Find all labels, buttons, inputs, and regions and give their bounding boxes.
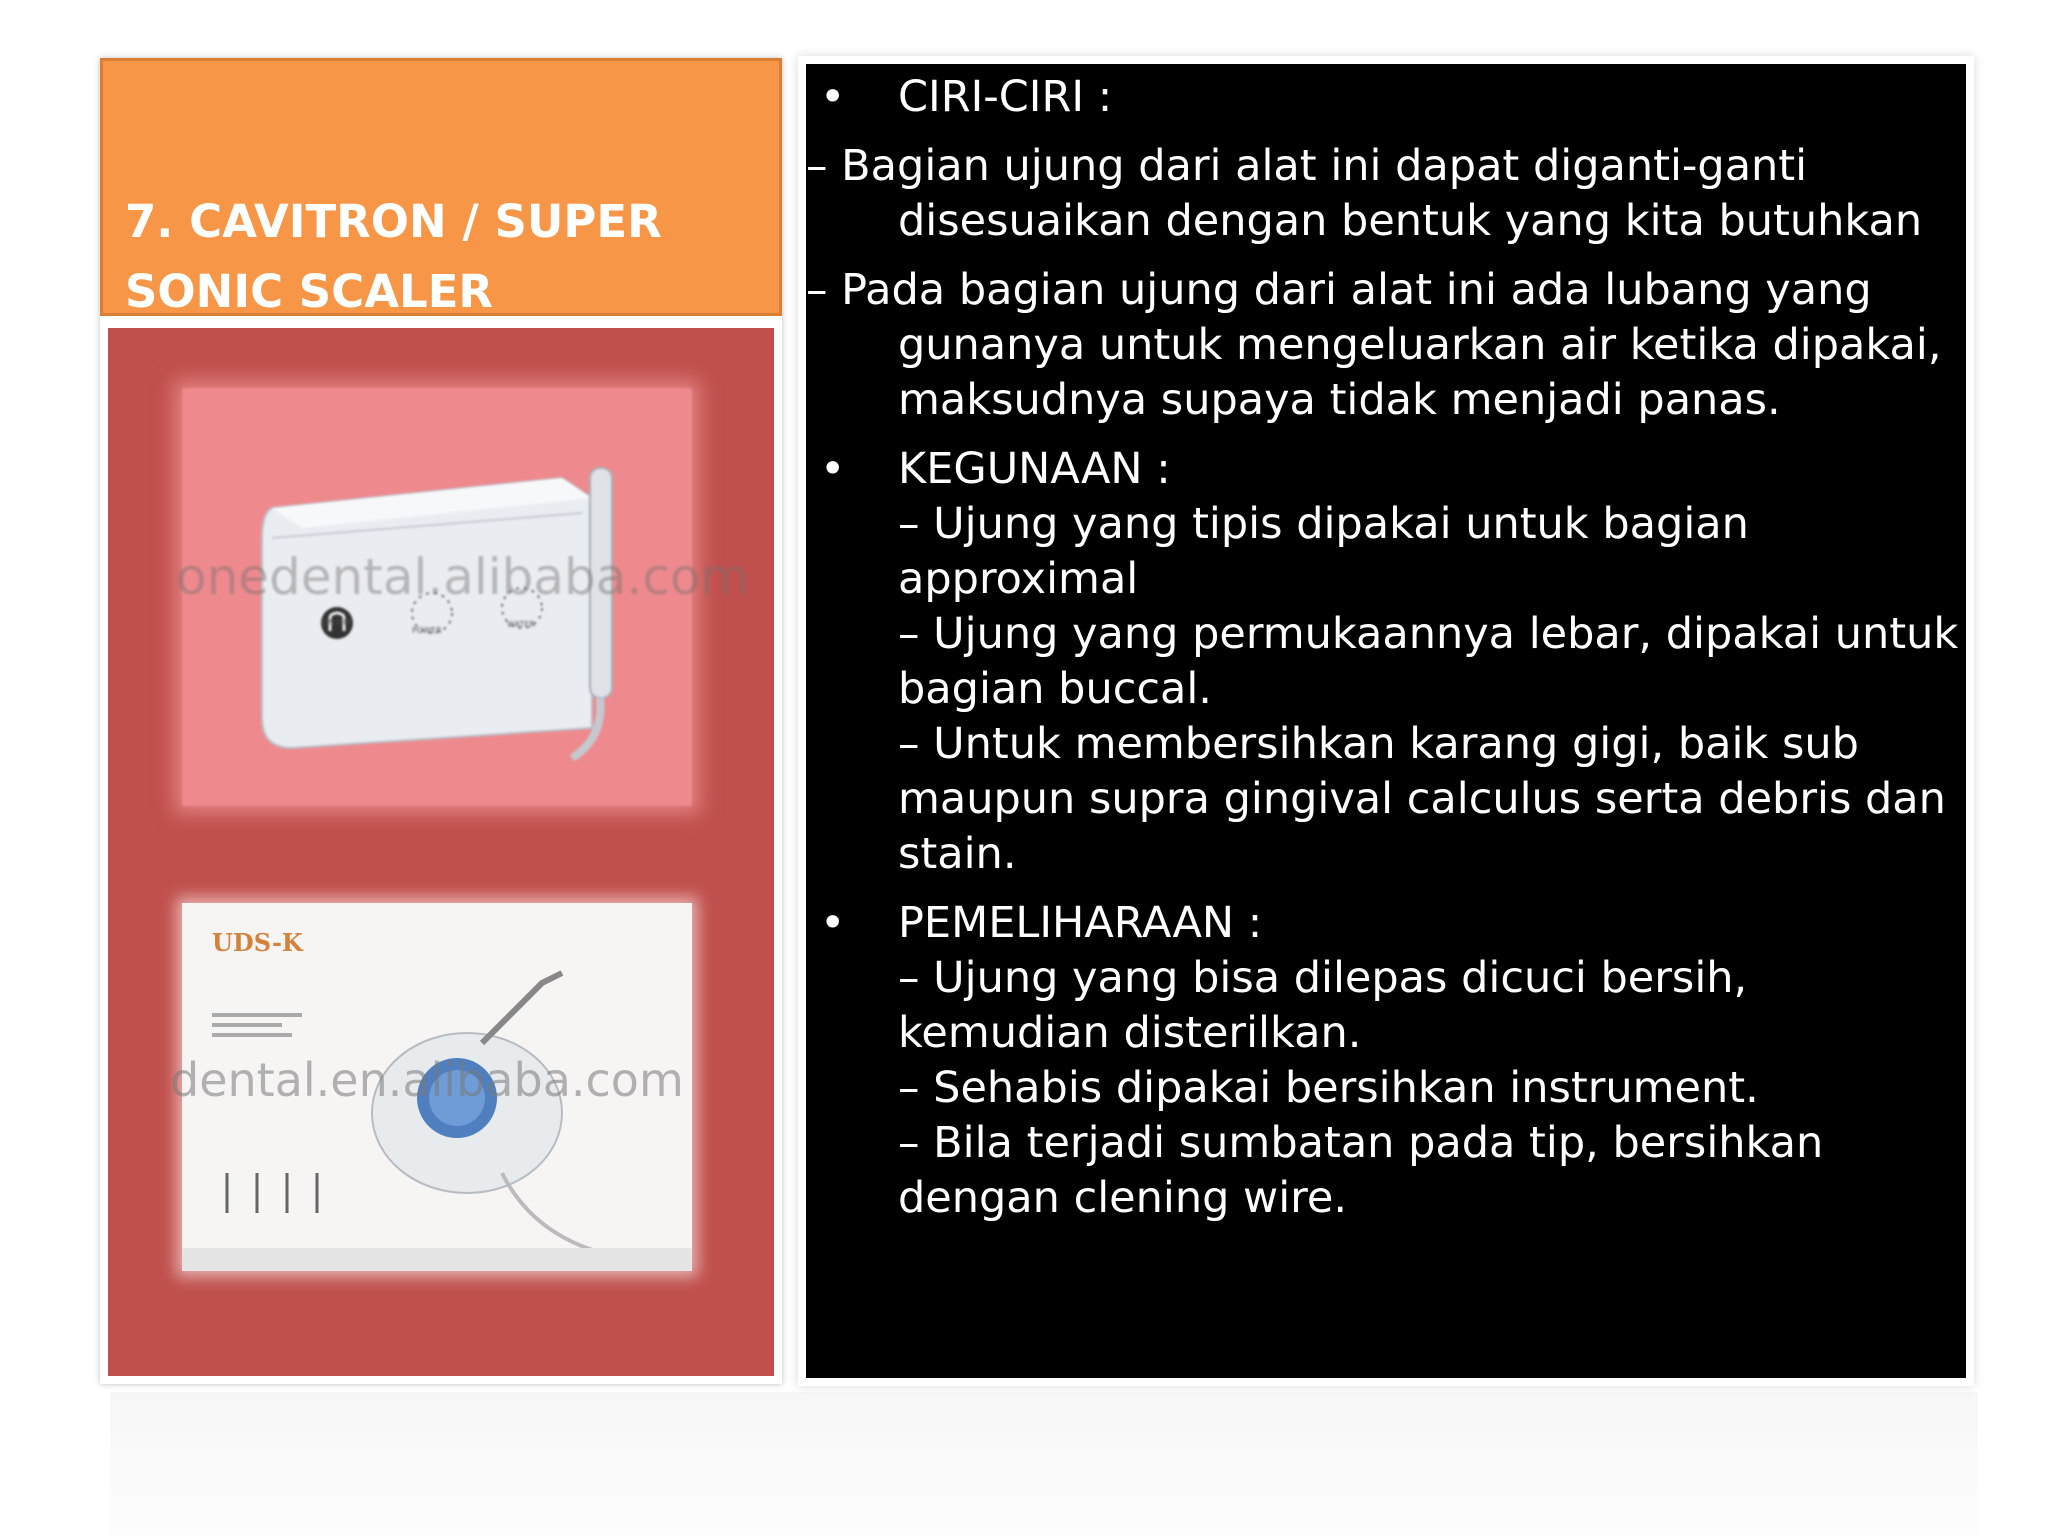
- section-kegunaan: [806, 442, 1966, 882]
- left-panel: [100, 58, 782, 1384]
- photo-area: [108, 328, 774, 1376]
- list-item: – Sehabis dipakai bersihkan instrument.: [898, 1063, 1759, 1113]
- watermark-1: onedental.alibaba.com: [176, 548, 750, 606]
- section-pemeliharaan: [806, 896, 1966, 1226]
- section-ciri: [806, 70, 1966, 125]
- title-box: [100, 58, 782, 316]
- list-item: – Pada bagian ujung dari alat ini ada lubang yang gunanya untuk mengeluarkan air ketika dipakai, maksudnya supaya tidak menjadi panas.: [806, 265, 1942, 425]
- text-content: [806, 70, 1966, 1240]
- slide-title: [125, 187, 765, 327]
- bullet-point: •: [820, 898, 846, 948]
- list-item: – Ujung yang bisa dilepas dicuci bersih, kemudian disterilkan.: [898, 953, 1748, 1058]
- scaler-photo-1: [176, 388, 750, 806]
- list-item: – Bagian ujung dari alat ini dapat diganti-ganti disesuaikan dengan bentuk yang kita butuhkan: [806, 141, 1923, 246]
- list-item: – Ujung yang tipis dipakai untuk bagian approximal: [898, 499, 1749, 604]
- heading-ciri: CIRI-CIRI :: [898, 72, 1113, 122]
- bullet-point: •: [820, 72, 846, 122]
- label-water: WATER: [507, 620, 535, 629]
- list-item: – Untuk membersihkan karang gigi, baik sub maupun supra gingival calculus serta debris dan stain.: [898, 719, 1946, 879]
- watermark-2: dental.en.alibaba.com: [170, 1053, 684, 1107]
- label-power: POWER: [412, 626, 442, 635]
- brand-label: UDS-K: [212, 928, 303, 957]
- bullet-point: •: [820, 444, 846, 494]
- label-on-off: ON OFF: [322, 618, 353, 627]
- slide-bottom-shadow: [110, 1392, 1978, 1536]
- scaler-photo-2: [170, 903, 692, 1271]
- title-line-2: SONIC SCALER: [125, 265, 494, 318]
- title-line-1: 7. CAVITRON / SUPER: [125, 195, 662, 248]
- heading-kegunaan: KEGUNAAN :: [898, 444, 1171, 494]
- heading-pemeliharaan: PEMELIHARAAN :: [898, 898, 1263, 948]
- list-item: – Ujung yang permukaannya lebar, dipakai untuk bagian buccal.: [898, 609, 1959, 714]
- list-item: – Bila terjadi sumbatan pada tip, bersihkan dengan clening wire.: [898, 1118, 1824, 1223]
- text-panel: [806, 64, 1966, 1378]
